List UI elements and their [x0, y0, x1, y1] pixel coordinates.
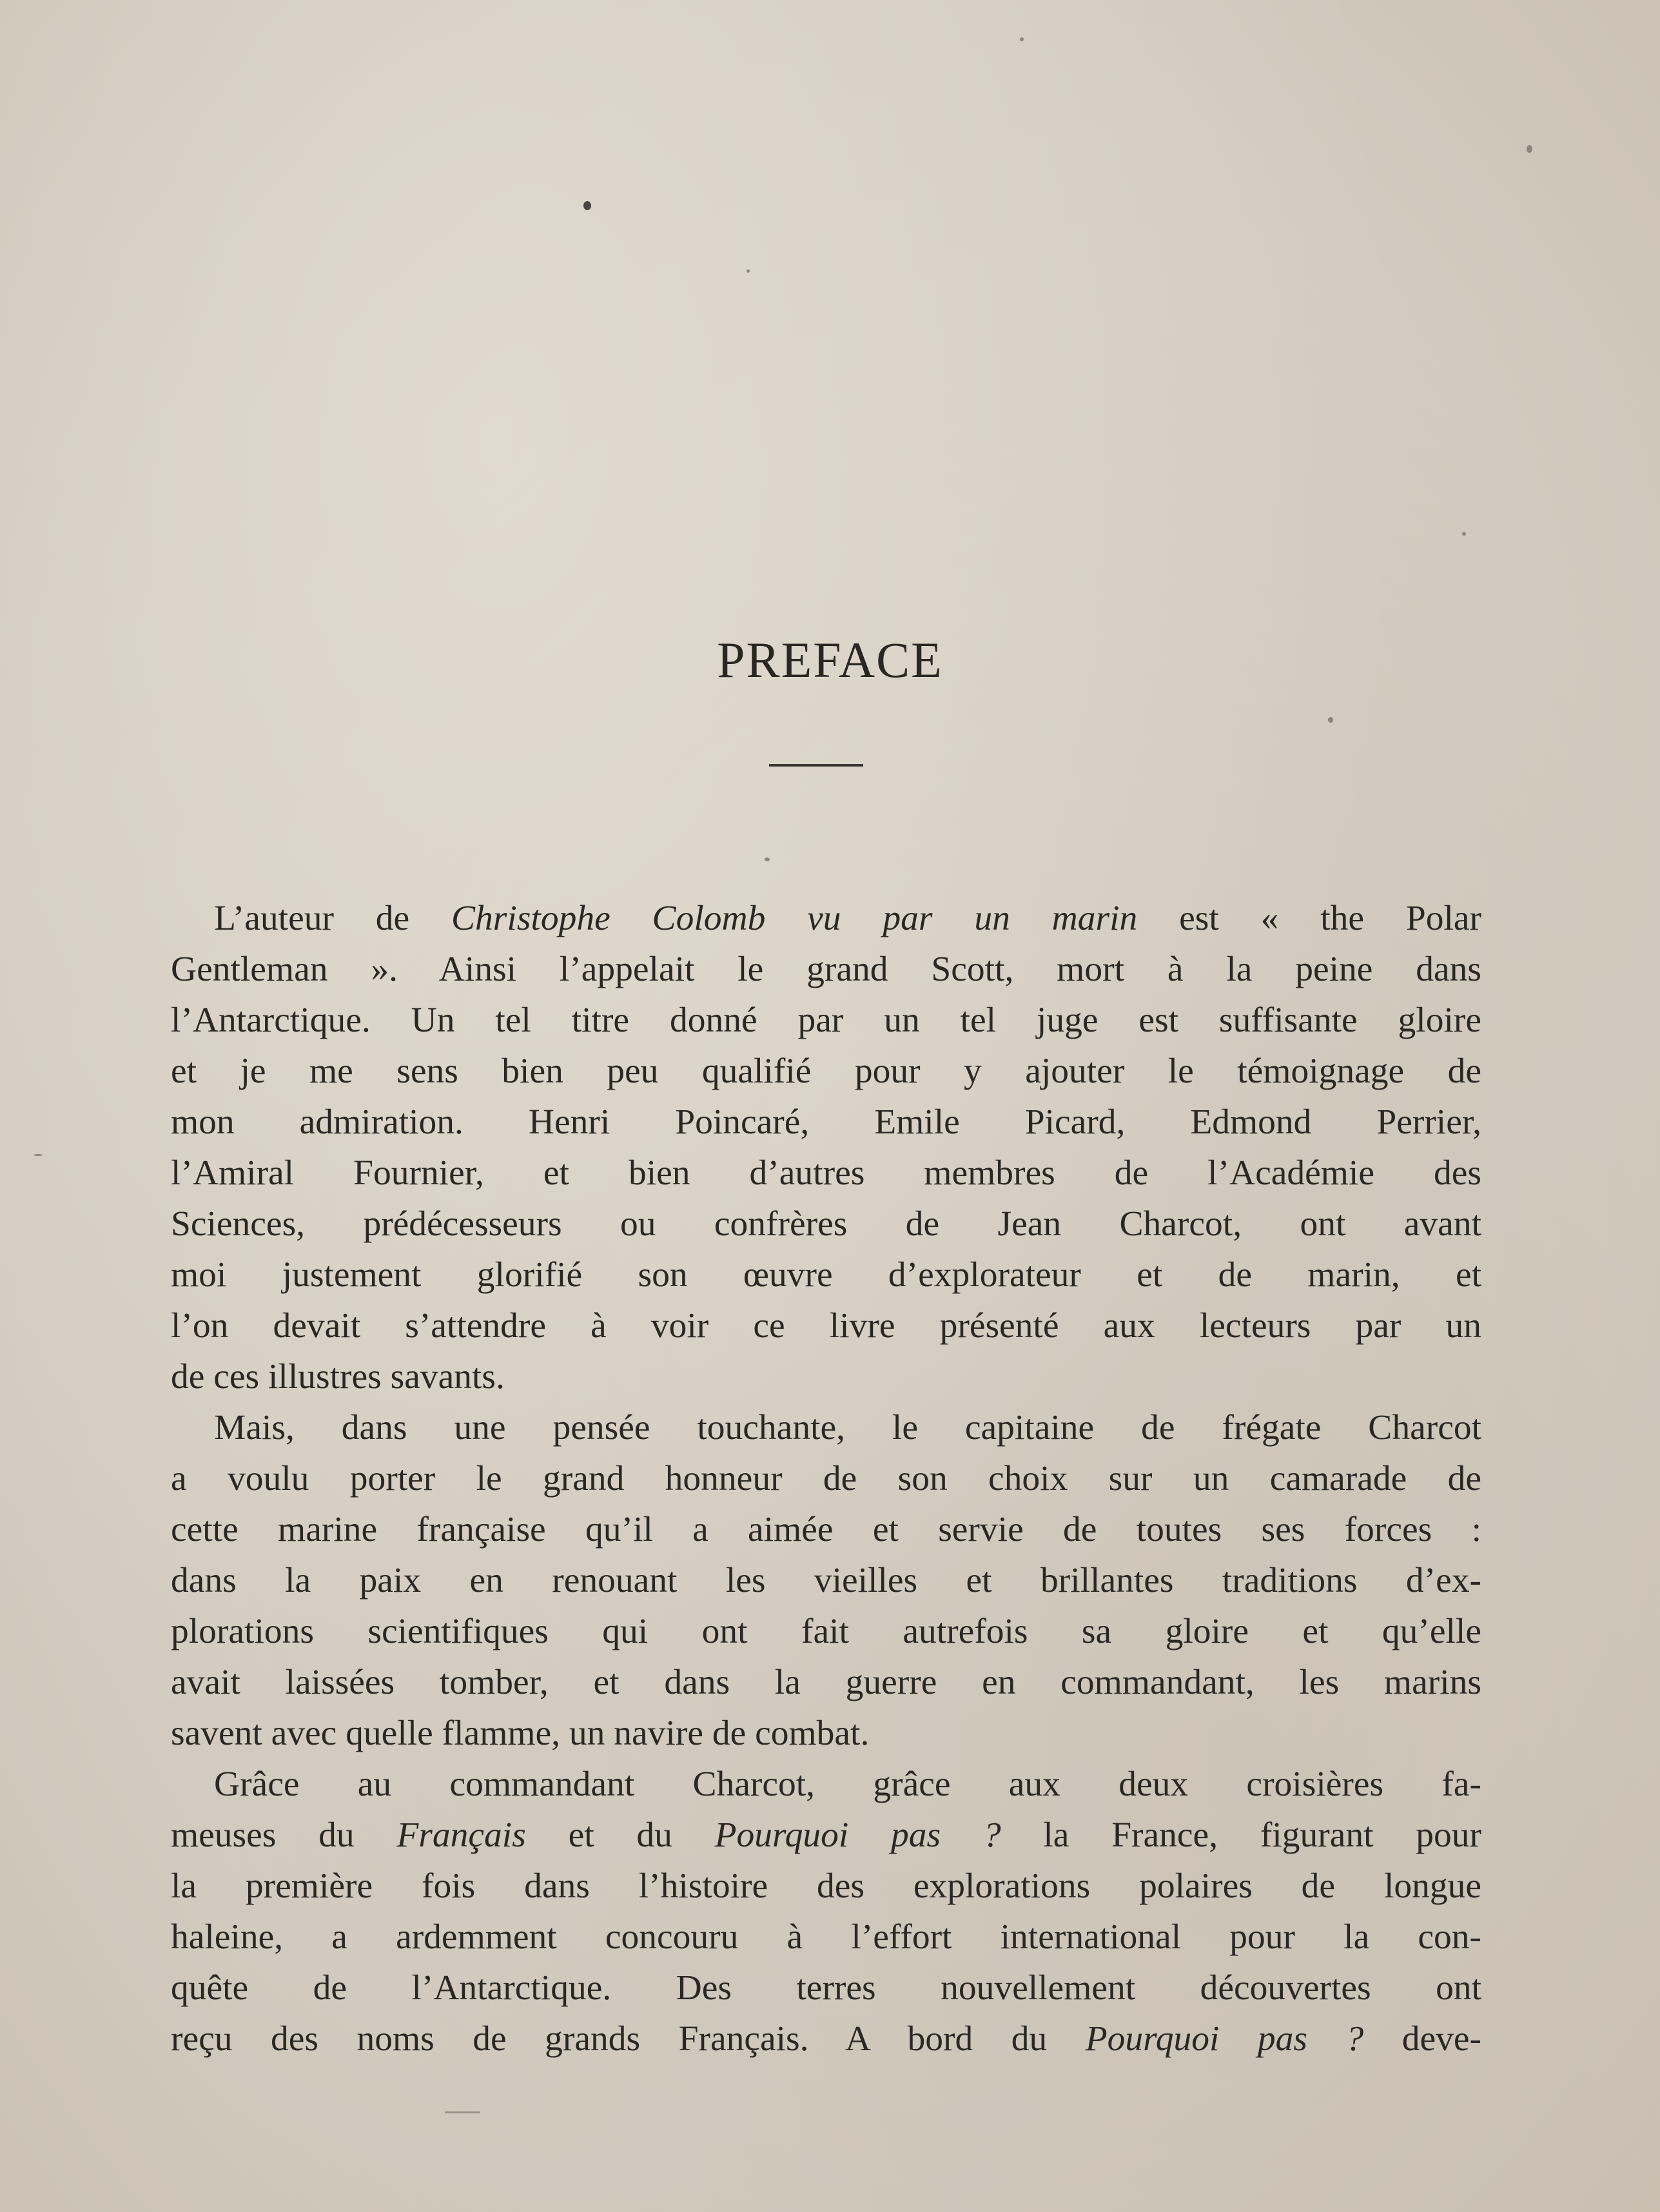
- text-line: [171, 1402, 1481, 1453]
- ink-speck: [747, 269, 750, 273]
- text-line: [171, 1657, 1481, 1708]
- text-run: quête de l’Antarctique. Des terres nouvellement découvertes ont: [171, 1968, 1481, 2008]
- text-run: savent avec quelle flamme, un navire de combat.: [171, 1714, 870, 1753]
- text-line: [171, 1759, 1481, 1810]
- text-line: [171, 1453, 1481, 1504]
- ink-speck: [1328, 717, 1333, 723]
- text-run: l’Amiral Fournier, et bien d’autres membres de l’Académie des: [171, 1153, 1481, 1193]
- italic-title: Français: [396, 1816, 526, 1855]
- text-run: Grâce au commandant Charcot, grâce aux deux croisières fa-: [214, 1765, 1481, 1804]
- preface-text: [171, 893, 1481, 2064]
- title-rule: [769, 764, 863, 767]
- text-run: cette marine française qu’il a aimée et servie de toutes ses forces :: [171, 1510, 1481, 1549]
- text-run: Sciences, prédécesseurs ou confrères de Jean Charcot, ont avant: [171, 1204, 1481, 1244]
- text-line: [171, 944, 1481, 995]
- text-line: [171, 1810, 1481, 1861]
- text-line: [171, 1148, 1481, 1199]
- text-line: [171, 1504, 1481, 1555]
- text-line: [171, 1962, 1481, 2013]
- text-run: la France, figurant pour: [1001, 1816, 1481, 1855]
- bottom-mark: [445, 2111, 480, 2113]
- text-run: L’auteur de: [214, 899, 452, 938]
- text-line: [171, 1708, 1481, 1759]
- ink-speck: [1527, 145, 1532, 153]
- text-run: dans la paix en renouant les vieilles et brillantes traditions d’ex-: [171, 1561, 1481, 1600]
- text-line: [171, 1097, 1481, 1148]
- text-run: mon admiration. Henri Poincaré, Emile Picard, Edmond Perrier,: [171, 1102, 1481, 1142]
- text-line: [171, 1912, 1481, 1962]
- text-run: et je me sens bien peu qualifié pour y ajouter le témoignage de: [171, 1052, 1481, 1091]
- text-run: meuses du: [171, 1816, 397, 1855]
- text-run: Mais, dans une pensée touchante, le capitaine de frégate Charcot: [214, 1408, 1481, 1447]
- text-run: la première fois dans l’histoire des explorations polaires de longue: [171, 1866, 1481, 1906]
- ink-speck: [1020, 37, 1024, 41]
- text-line: [171, 1300, 1481, 1351]
- text-line: [171, 893, 1481, 944]
- text-line: [171, 1861, 1481, 1912]
- text-run: et du: [525, 1816, 715, 1855]
- italic-title: Christophe Colomb vu par un marin: [451, 899, 1138, 938]
- text-line: [171, 995, 1481, 1046]
- text-line: [171, 1351, 1481, 1402]
- text-run: a voulu porter le grand honneur de son choix sur un camarade de: [171, 1459, 1481, 1498]
- text-line: [171, 1046, 1481, 1097]
- text-run: plorations scientifiques qui ont fait autrefois sa gloire et qu’elle: [171, 1612, 1481, 1651]
- ink-speck: [765, 857, 770, 861]
- text-run: deve-: [1363, 2019, 1481, 2059]
- text-run: haleine, a ardemment concouru à l’effort international pour la con-: [171, 1917, 1481, 1957]
- text-run: reçu des noms de grands Français. A bord du: [171, 2019, 1086, 2059]
- text-run: avait laissées tomber, et dans la guerre en commandant, les marins: [171, 1663, 1481, 1702]
- text-run: Gentleman ». Ainsi l’appelait le grand Scott, mort à la peine dans: [171, 950, 1481, 989]
- page-title: PREFACE: [717, 632, 943, 688]
- ink-speck: [583, 201, 591, 210]
- text-line: [171, 1555, 1481, 1606]
- text-run: l’on devait s’attendre à voir ce livre présenté aux lecteurs par un: [171, 1306, 1481, 1346]
- text-line: [171, 1199, 1481, 1249]
- text-run: est « the Polar: [1137, 899, 1482, 938]
- text-run: l’Antarctique. Un tel titre donné par un tel juge est suffisante gloire: [171, 1001, 1481, 1040]
- text-line: [171, 2013, 1481, 2064]
- ink-speck: [1462, 532, 1466, 536]
- text-line: [171, 1249, 1481, 1300]
- text-run: de ces illustres savants.: [171, 1357, 505, 1396]
- ink-speck: [34, 1154, 43, 1156]
- text-run: moi justement glorifié son œuvre d’explorateur et de marin, et: [171, 1255, 1481, 1295]
- italic-title: Pourquoi pas ?: [1085, 2019, 1364, 2059]
- text-line: [171, 1606, 1481, 1657]
- italic-title: Pourquoi pas ?: [714, 1816, 1001, 1855]
